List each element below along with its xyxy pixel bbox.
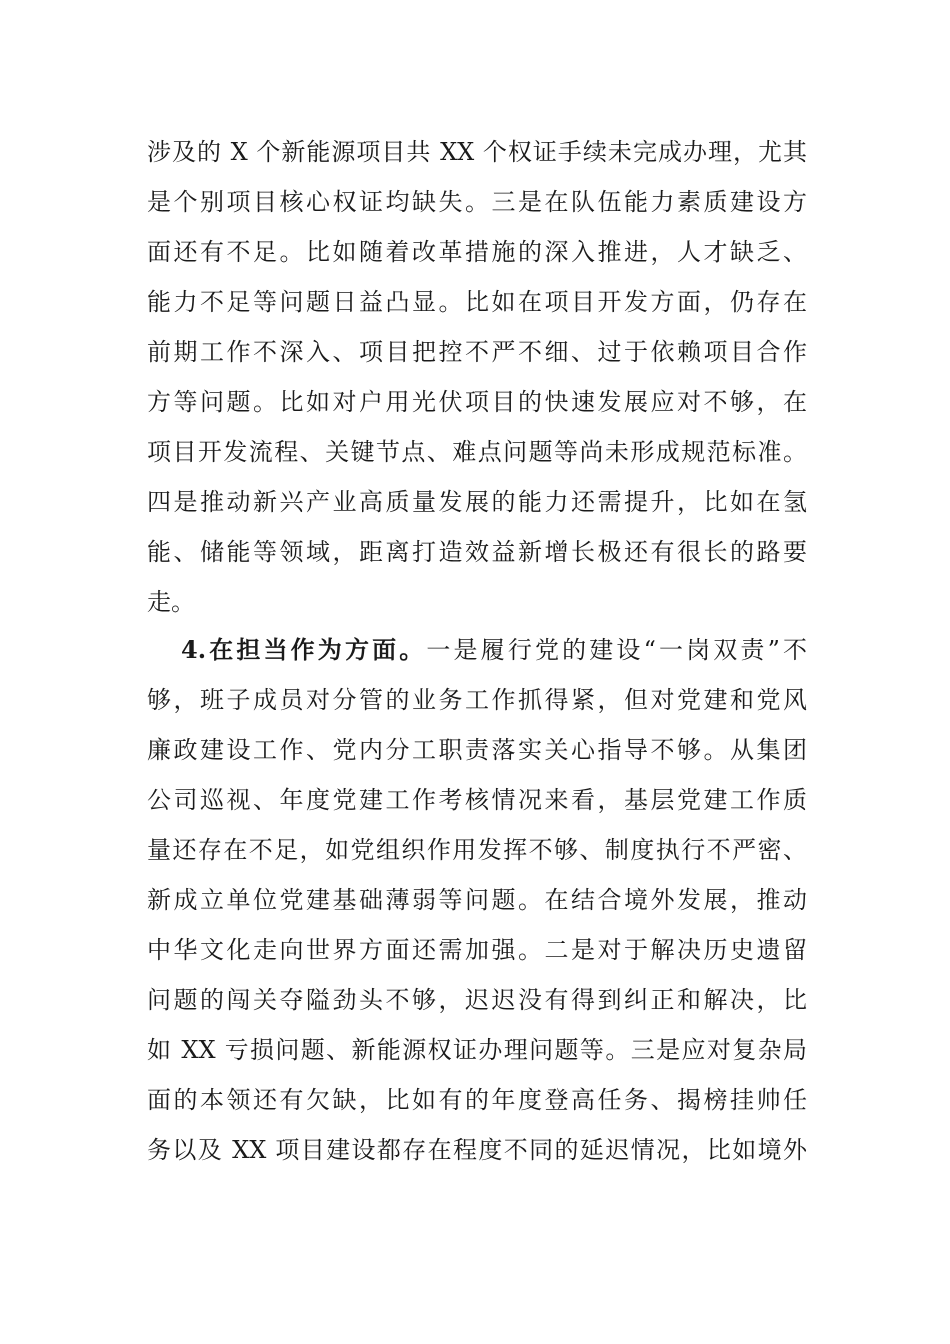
text-line: 廉政建设工作、党内分工职责落实关心指导不够。从集团 — [147, 736, 807, 764]
text-line: 四是推动新兴产业高质量发展的能力还需提升，比如在氢 — [147, 488, 807, 516]
paragraph-2 — [147, 625, 807, 1175]
text-line: 走。 — [147, 588, 195, 616]
text-line: 面的本领还有欠缺，比如有的年度登高任务、揭榜挂帅任 — [147, 1086, 807, 1114]
text-line: 方等问题。比如对户用光伏项目的快速发展应对不够，在 — [147, 388, 807, 416]
text-line: 涉及的 X 个新能源项目共 XX 个权证手续未完成办理，尤其 — [147, 138, 807, 166]
paragraph-1 — [147, 127, 807, 627]
text-line: 是个别项目核心权证均缺失。三是在队伍能力素质建设方 — [147, 188, 807, 216]
paragraph-first-line — [147, 625, 807, 675]
text-line: 务以及 XX 项目建设都存在程度不同的延迟情况，比如境外 — [147, 1136, 807, 1164]
section-heading: 4.在担当作为方面。 — [181, 635, 427, 664]
text-line: 项目开发流程、关键节点、难点问题等尚未形成规范标准。 — [147, 438, 807, 466]
text-line: 够，班子成员对分管的业务工作抓得紧，但对党建和党风 — [147, 686, 807, 714]
heading-line-text: 一是履行党的建设“一岗双责”不 — [426, 636, 807, 664]
text-line: 中华文化走向世界方面还需加强。二是对于解决历史遗留 — [147, 936, 807, 964]
text-line: 面还有不足。比如随着改革措施的深入推进，人才缺乏、 — [147, 238, 807, 266]
text-line: 新成立单位党建基础薄弱等问题。在结合境外发展，推动 — [147, 886, 807, 914]
text-line: 公司巡视、年度党建工作考核情况来看，基层党建工作质 — [147, 786, 807, 814]
text-line: 能力不足等问题日益凸显。比如在项目开发方面，仍存在 — [147, 288, 807, 316]
text-line: 前期工作不深入、项目把控不严不细、过于依赖项目合作 — [147, 338, 807, 366]
text-line: 能、储能等领域，距离打造效益新增长极还有很长的路要 — [147, 538, 807, 566]
text-line: 问题的闯关夺隘劲头不够，迟迟没有得到纠正和解决，比 — [147, 986, 807, 1014]
text-line: 量还存在不足，如党组织作用发挥不够、制度执行不严密、 — [147, 836, 807, 864]
text-line: 如 XX 亏损问题、新能源权证办理问题等。三是应对复杂局 — [147, 1036, 807, 1064]
